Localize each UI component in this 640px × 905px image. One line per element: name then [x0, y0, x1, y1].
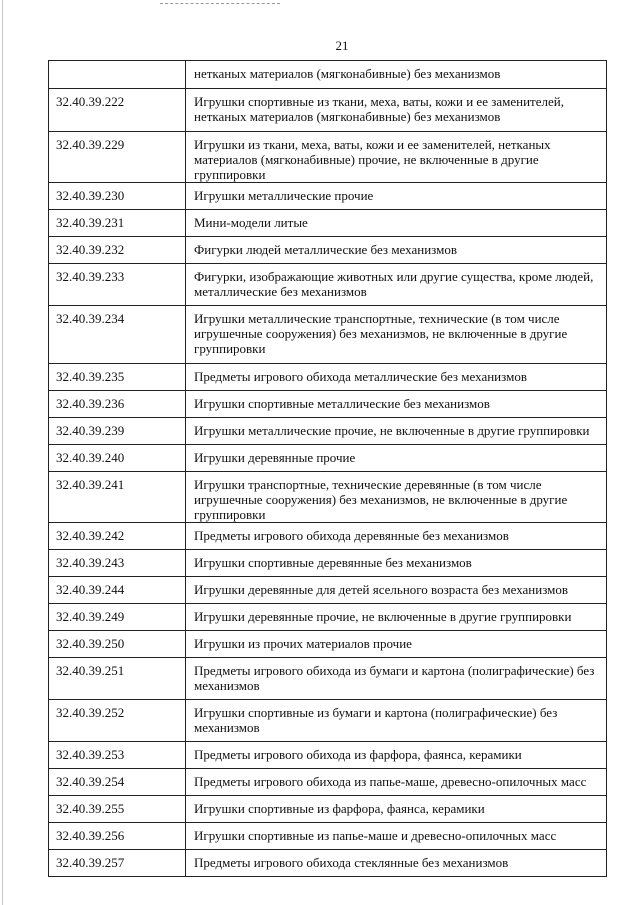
code-cell: 32.40.39.249 — [49, 604, 186, 631]
description-cell: Фигурки людей металлические без механизмов — [186, 237, 607, 264]
description-cell: Предметы игрового обихода из бумаги и картона (полиграфические) без механизмов — [186, 658, 607, 700]
table-row — [49, 604, 607, 631]
description-cell: Игрушки спортивные из папье-маше и древесно-опилочных масс — [186, 823, 607, 850]
code-cell: 32.40.39.240 — [49, 445, 186, 472]
table-row — [49, 631, 607, 658]
code-cell: 32.40.39.234 — [49, 306, 186, 364]
left-scan-edge — [2, 0, 3, 905]
table-row — [49, 364, 607, 391]
code-cell: 32.40.39.251 — [49, 658, 186, 700]
code-cell: 32.40.39.254 — [49, 769, 186, 796]
classification-table — [48, 60, 607, 877]
description-cell: Игрушки транспортные, технические деревянные (в том числе игрушечные сооружения) без механизмов, не включенные в другие группировки — [186, 472, 607, 523]
table-row — [49, 742, 607, 769]
table-row — [49, 550, 607, 577]
table-row — [49, 132, 607, 183]
table-row — [49, 391, 607, 418]
table-row — [49, 237, 607, 264]
description-cell: Игрушки деревянные прочие, не включенные в другие группировки — [186, 604, 607, 631]
code-cell — [49, 61, 186, 89]
table-row — [49, 577, 607, 604]
code-cell: 32.40.39.233 — [49, 264, 186, 306]
table-row — [49, 306, 607, 364]
table-row — [49, 523, 607, 550]
description-cell: Предметы игрового обихода из папье-маше, древесно-опилочных масс — [186, 769, 607, 796]
description-cell: нетканых материалов (мягконабивные) без механизмов — [186, 61, 607, 89]
code-cell: 32.40.39.239 — [49, 418, 186, 445]
code-cell: 32.40.39.232 — [49, 237, 186, 264]
description-cell: Игрушки из прочих материалов прочие — [186, 631, 607, 658]
code-cell: 32.40.39.244 — [49, 577, 186, 604]
code-cell: 32.40.39.257 — [49, 850, 186, 877]
code-cell: 32.40.39.243 — [49, 550, 186, 577]
code-cell: 32.40.39.242 — [49, 523, 186, 550]
page-number: 21 — [335, 38, 349, 53]
description-cell: Игрушки металлические прочие, не включенные в другие группировки — [186, 418, 607, 445]
description-cell: Мини-модели литые — [186, 210, 607, 237]
description-cell: Игрушки спортивные из ткани, меха, ваты, кожи и ее заменителей, нетканых материалов (мягконабивные) без механизмов — [186, 89, 607, 132]
description-cell: Игрушки спортивные из фарфора, фаянса, керамики — [186, 796, 607, 823]
table-row — [49, 823, 607, 850]
code-cell: 32.40.39.250 — [49, 631, 186, 658]
table-row — [49, 210, 607, 237]
table-row — [49, 796, 607, 823]
table-row — [49, 445, 607, 472]
table-row — [49, 472, 607, 523]
table-row — [49, 658, 607, 700]
code-cell: 32.40.39.231 — [49, 210, 186, 237]
table-row — [49, 264, 607, 306]
table-row — [49, 850, 607, 877]
code-cell: 32.40.39.222 — [49, 89, 186, 132]
description-cell: Игрушки спортивные деревянные без механизмов — [186, 550, 607, 577]
table-row — [49, 183, 607, 210]
description-cell: Игрушки спортивные из бумаги и картона (полиграфические) без механизмов — [186, 700, 607, 742]
code-cell: 32.40.39.253 — [49, 742, 186, 769]
table-body — [49, 61, 607, 877]
description-cell: Игрушки деревянные прочие — [186, 445, 607, 472]
top-scan-rule — [160, 3, 280, 4]
description-cell: Игрушки деревянные для детей ясельного возраста без механизмов — [186, 577, 607, 604]
code-cell: 32.40.39.236 — [49, 391, 186, 418]
description-cell: Игрушки из ткани, меха, ваты, кожи и ее заменителей, нетканых материалов (мягконабивные) прочие, не включенные в другие группировки — [186, 132, 607, 183]
table-row — [49, 769, 607, 796]
table-row — [49, 700, 607, 742]
description-cell: Предметы игрового обихода из фарфора, фаянса, керамики — [186, 742, 607, 769]
code-cell: 32.40.39.241 — [49, 472, 186, 523]
description-cell: Предметы игрового обихода металлические без механизмов — [186, 364, 607, 391]
table-row — [49, 61, 607, 89]
code-cell: 32.40.39.252 — [49, 700, 186, 742]
table-row — [49, 418, 607, 445]
code-cell: 32.40.39.256 — [49, 823, 186, 850]
description-cell: Предметы игрового обихода деревянные без механизмов — [186, 523, 607, 550]
code-cell: 32.40.39.235 — [49, 364, 186, 391]
description-cell: Игрушки металлические прочие — [186, 183, 607, 210]
description-cell: Игрушки металлические транспортные, технические (в том числе игрушечные сооружения) без механизмов, не включенные в другие группировки — [186, 306, 607, 364]
description-cell: Игрушки спортивные металлические без механизмов — [186, 391, 607, 418]
code-cell: 32.40.39.229 — [49, 132, 186, 183]
table-row — [49, 89, 607, 132]
code-cell: 32.40.39.230 — [49, 183, 186, 210]
code-cell: 32.40.39.255 — [49, 796, 186, 823]
description-cell: Фигурки, изображающие животных или другие существа, кроме людей, металлические без механизмов — [186, 264, 607, 306]
description-cell: Предметы игрового обихода стеклянные без механизмов — [186, 850, 607, 877]
